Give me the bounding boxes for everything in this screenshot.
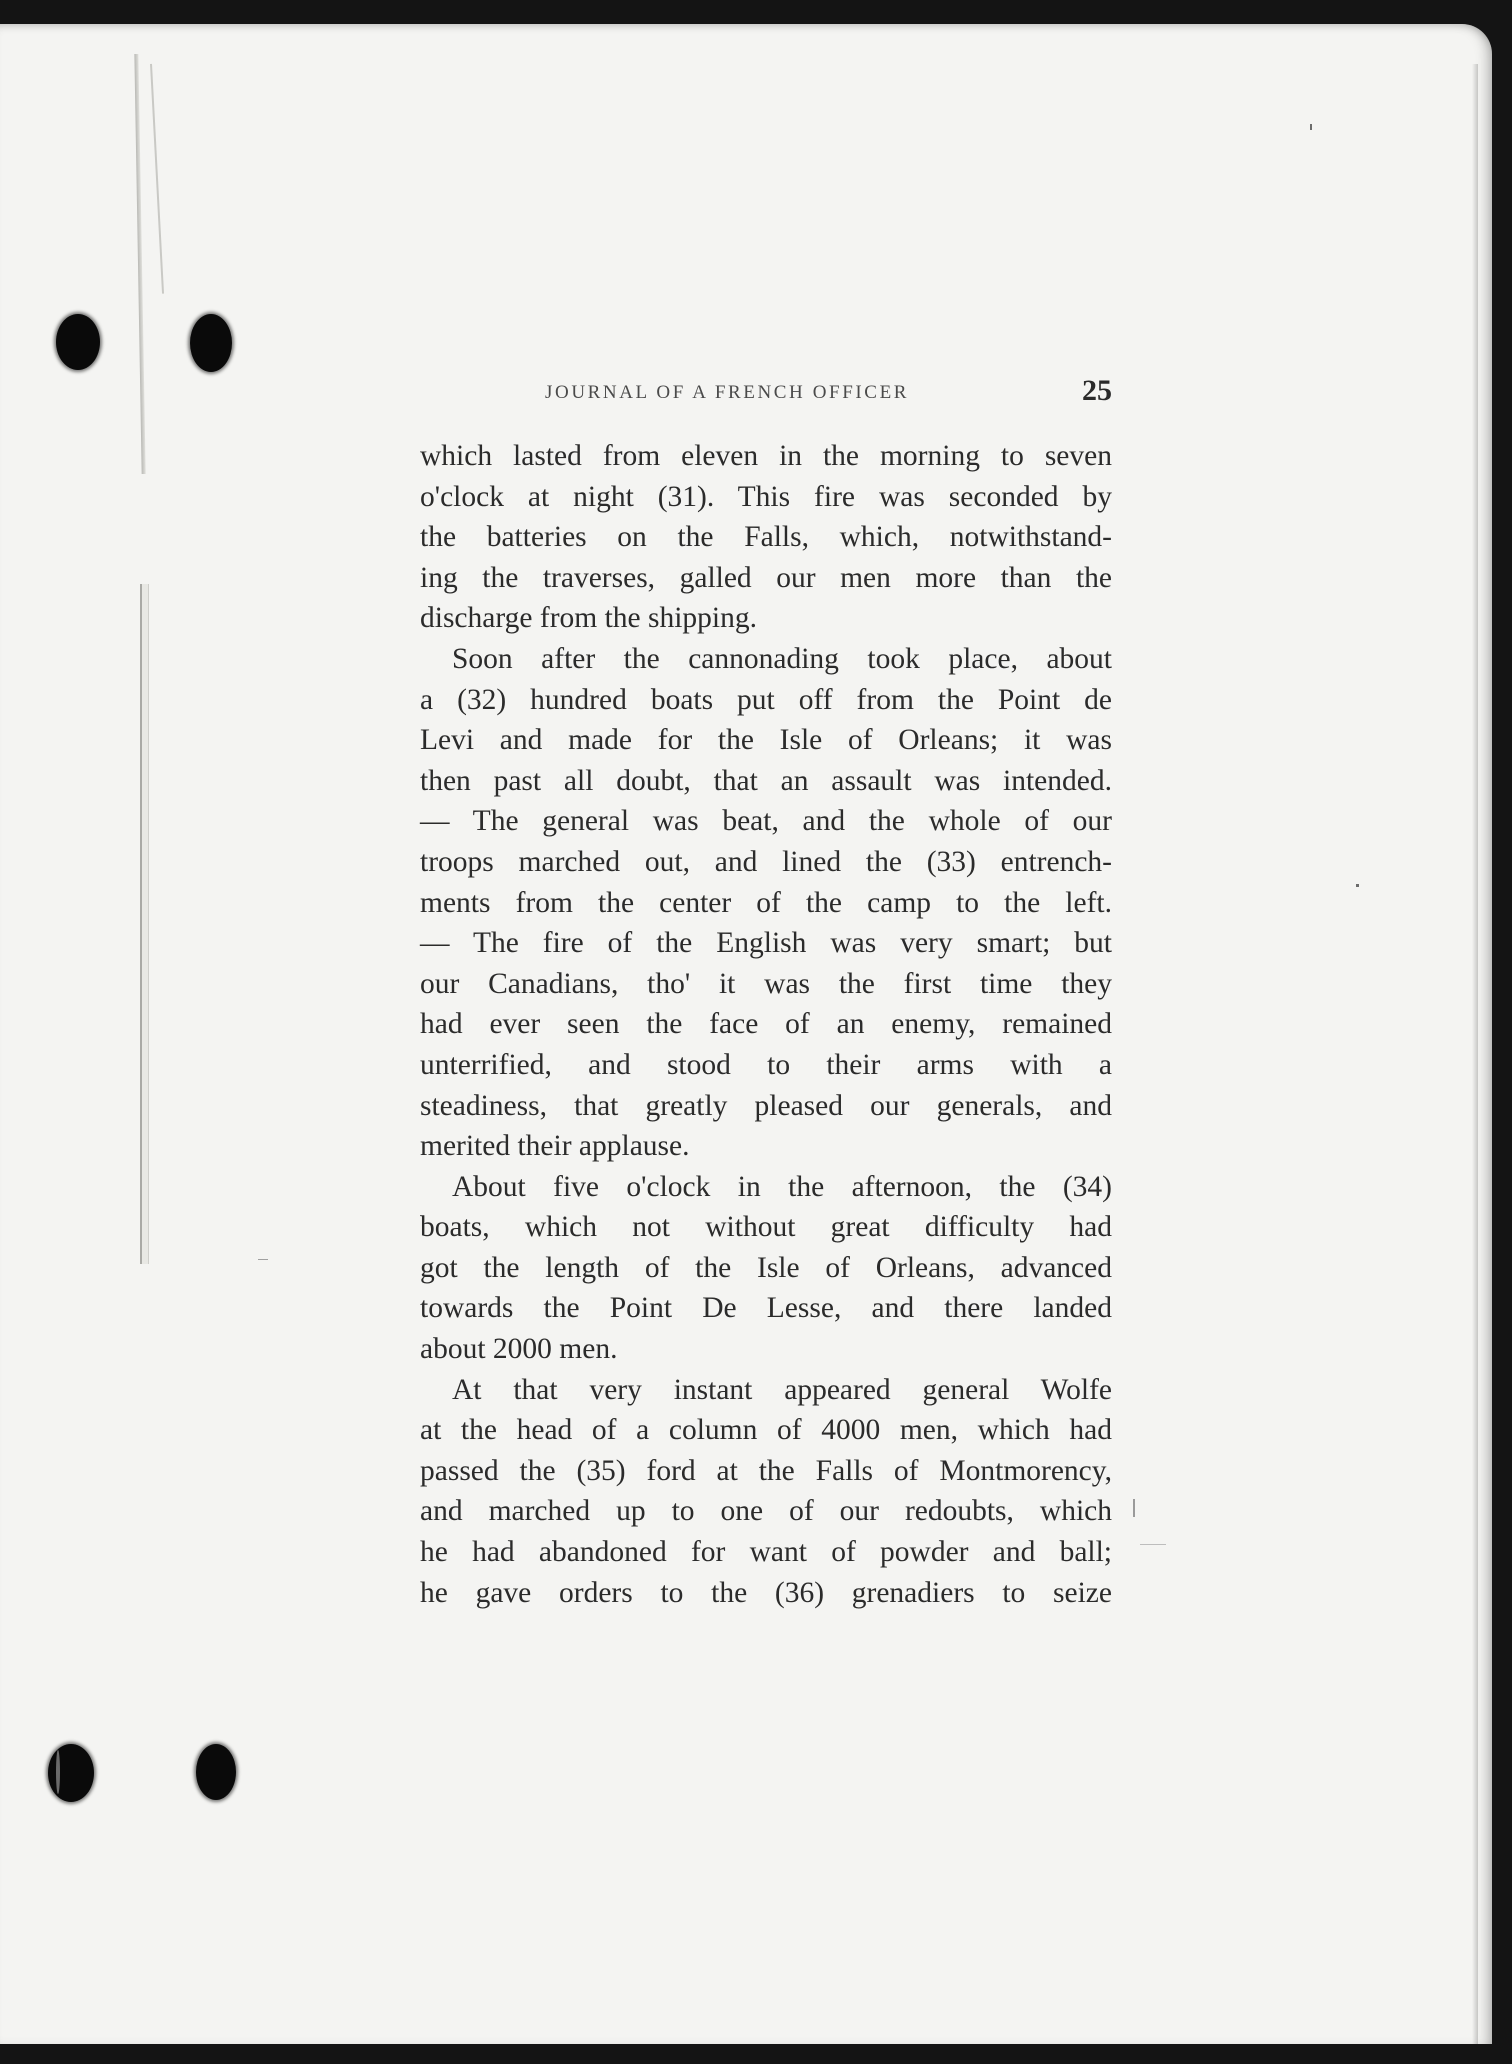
scan-speck [1356,884,1359,887]
punch-hole-top-right [190,314,232,372]
text-line: passed the (35) ford at the Falls of Montmorency, [420,1454,1112,1487]
text-line: — The fire of the English was very smart; but [420,927,1112,960]
page-content [420,374,1112,1613]
text-line: steadiness, that greatly pleased our generals, and [420,1089,1112,1122]
punch-hole-bottom-right [196,1744,236,1800]
paper-sheet [0,24,1492,2044]
text-line: a (32) hundred boats put off from the Point de [420,683,1112,716]
text-line: — The general was beat, and the whole of our [420,805,1112,838]
text-line: o'clock at night (31). This fire was seconded by [420,480,1112,513]
text-line: he had abandoned for want of powder and ball; [420,1536,1112,1569]
text-line: the batteries on the Falls, which, notwithstand- [420,521,1112,554]
binding-crease [134,54,145,474]
text-line: our Canadians, tho' it was the first time they [420,967,1112,1000]
text-line: got the length of the Isle of Orleans, advanced [420,1251,1112,1284]
text-line: ing the traverses, galled our men more than the [420,561,1112,594]
scan-speck [1140,1544,1166,1545]
punch-hole-top-left [56,314,100,370]
text-line: he gave orders to the (36) grenadiers to seize [420,1576,1112,1609]
body-text [420,436,1112,1613]
page-edge-shadow [1472,64,1478,2044]
text-line: at the head of a column of 4000 men, which had [420,1414,1112,1447]
text-line: and marched up to one of our redoubts, which [420,1495,1112,1528]
text-line: unterrified, and stood to their arms with a [420,1048,1112,1081]
text-line: troops marched out, and lined the (33) entrench- [420,845,1112,878]
text-line: Soon after the cannonading took place, about [452,642,1112,675]
binding-strip [140,584,149,1264]
punch-hole-bottom-left [48,1744,94,1802]
running-title: JOURNAL OF A FRENCH OFFICER [545,382,910,403]
text-line: About five o'clock in the afternoon, the (34) [452,1170,1112,1203]
running-head [420,374,1112,414]
text-line: Levi and made for the Isle of Orleans; it was [420,724,1112,757]
text-line: At that very instant appeared general Wolfe [452,1373,1112,1406]
text-line: then past all doubt, that an assault was intended. [420,764,1112,797]
text-line: towards the Point De Lesse, and there landed [420,1292,1112,1325]
scan-speck [1133,1499,1135,1517]
text-line: about 2000 men. [420,1333,618,1366]
text-line: boats, which not without great difficulty had [420,1211,1112,1244]
text-line: which lasted from eleven in the morning to seven [420,440,1112,472]
page-number: 25 [1082,374,1112,407]
text-line: discharge from the shipping. [420,602,758,635]
text-line: had ever seen the face of an enemy, remained [420,1008,1112,1041]
scan-speck [1310,124,1312,130]
text-line: merited their applause. [420,1130,690,1163]
scan-speck [258,1259,268,1260]
text-line: ments from the center of the camp to the left. [420,886,1112,919]
binding-crease-upper [150,64,164,294]
